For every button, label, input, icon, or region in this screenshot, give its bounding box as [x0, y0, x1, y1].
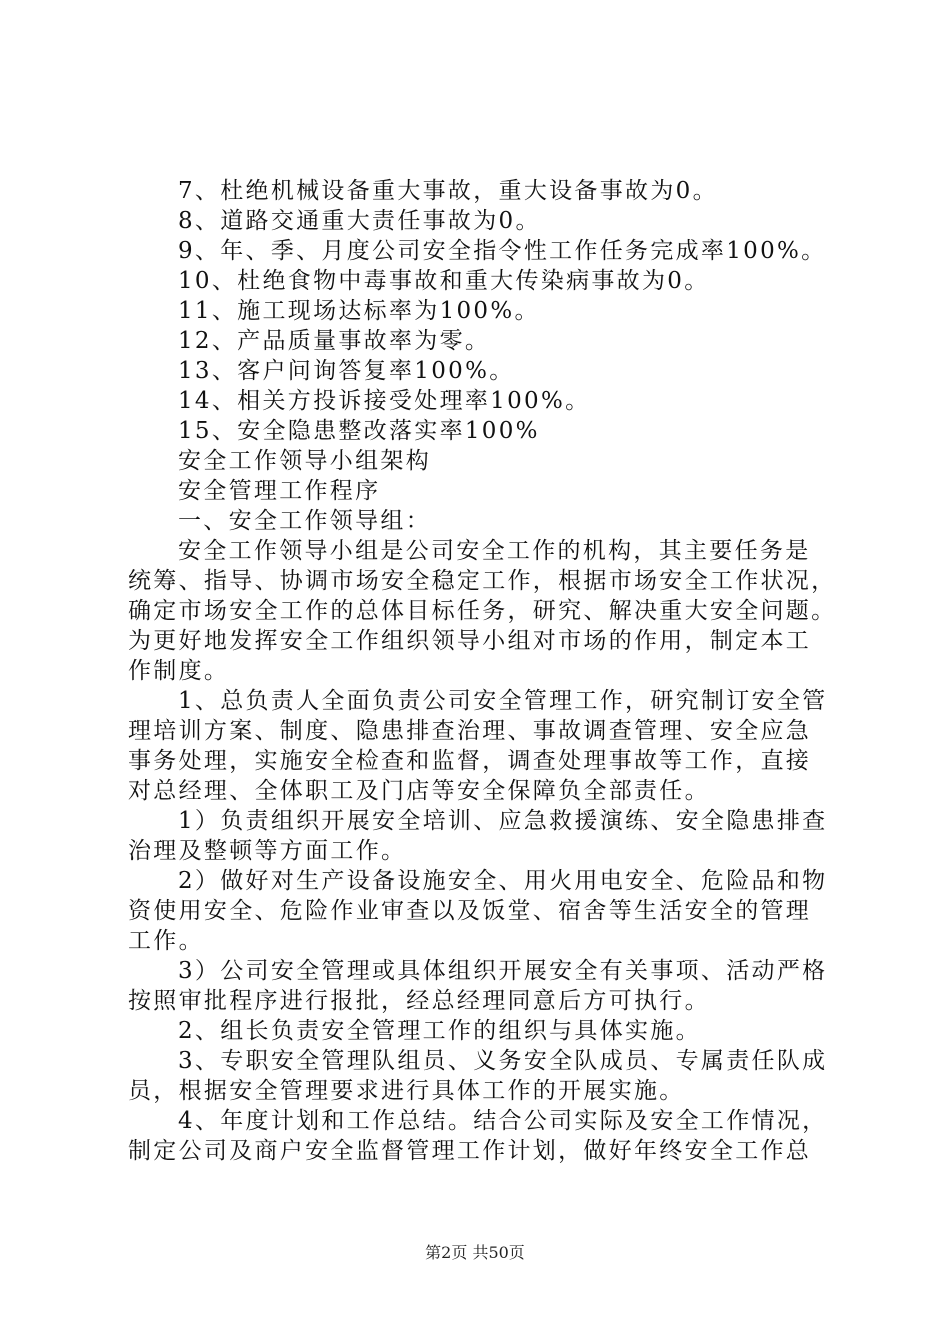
text-line: 安全管理工作程序: [178, 478, 381, 504]
text-line: 1、总负责人全面负责公司安全管理工作，研究制订安全管: [178, 688, 828, 714]
text-line: 工作。: [128, 928, 204, 954]
text-line: 员，根据安全管理要求进行具体工作的开展实施。: [128, 1078, 685, 1104]
text-line: 按照审批程序进行报批，经总经理同意后方可执行。: [128, 988, 710, 1014]
text-line: 为更好地发挥安全工作组织领导小组对市场的作用，制定本工: [128, 628, 812, 654]
text-line: 事务处理，实施安全检查和监督，调查处理事故等工作，直接: [128, 748, 812, 774]
text-line: 4、年度计划和工作总结。结合公司实际及安全工作情况，: [178, 1108, 828, 1134]
text-line: 3、专职安全管理队组员、义务安全队成员、专属责任队成: [178, 1048, 828, 1074]
text-line: 统筹、指导、协调市场安全稳定工作，根据市场安全工作状况，: [128, 568, 837, 594]
page-footer: 第2页 共50页: [425, 1243, 525, 1262]
text-line: 9、年、季、月度公司安全指令性工作任务完成率100%。: [178, 238, 827, 264]
text-line: 作制度。: [128, 658, 230, 684]
text-line: 3）公司安全管理或具体组织开展安全有关事项、活动严格: [178, 958, 828, 984]
text-line: 13、客户问询答复率100%。: [178, 358, 515, 384]
text-line: 理培训方案、制度、隐患排查治理、事故调查管理、安全应急: [128, 718, 812, 744]
text-line: 15、安全隐患整改落实率100%: [178, 418, 540, 444]
text-line: 7、杜绝机械设备重大事故，重大设备事故为0。: [178, 178, 718, 204]
text-line: 14、相关方投诉接受处理率100%。: [178, 388, 591, 414]
text-line: 确定市场安全工作的总体目标任务，研究、解决重大安全问题。: [128, 598, 837, 624]
text-line: 制定公司及商户安全监督管理工作计划，做好年终安全工作总: [128, 1138, 812, 1164]
text-line: 安全工作领导小组架构: [178, 448, 431, 474]
text-line: 8、道路交通重大责任事故为0。: [178, 208, 541, 234]
text-line: 对总经理、全体职工及门店等安全保障负全部责任。: [128, 778, 710, 804]
text-line: 12、产品质量事故率为零。: [178, 328, 491, 354]
text-line: 资使用安全、危险作业审查以及饭堂、宿舍等生活安全的管理: [128, 898, 812, 924]
text-line: 治理及整顿等方面工作。: [128, 838, 407, 864]
text-line: 一、安全工作领导组：: [178, 508, 431, 534]
text-line: 1）负责组织开展安全培训、应急救援演练、安全隐患排查: [178, 808, 828, 834]
document-body: [128, 176, 836, 1166]
text-line: 2）做好对生产设备设施安全、用火用电安全、危险品和物: [178, 868, 828, 894]
text-line: 10、杜绝食物中毒事故和重大传染病事故为0。: [178, 268, 710, 294]
text-line: 安全工作领导小组是公司安全工作的机构，其主要任务是: [178, 538, 811, 564]
text-line: 2、组长负责安全管理工作的组织与具体实施。: [178, 1018, 701, 1044]
text-line: 11、施工现场达标率为100%。: [178, 298, 540, 324]
